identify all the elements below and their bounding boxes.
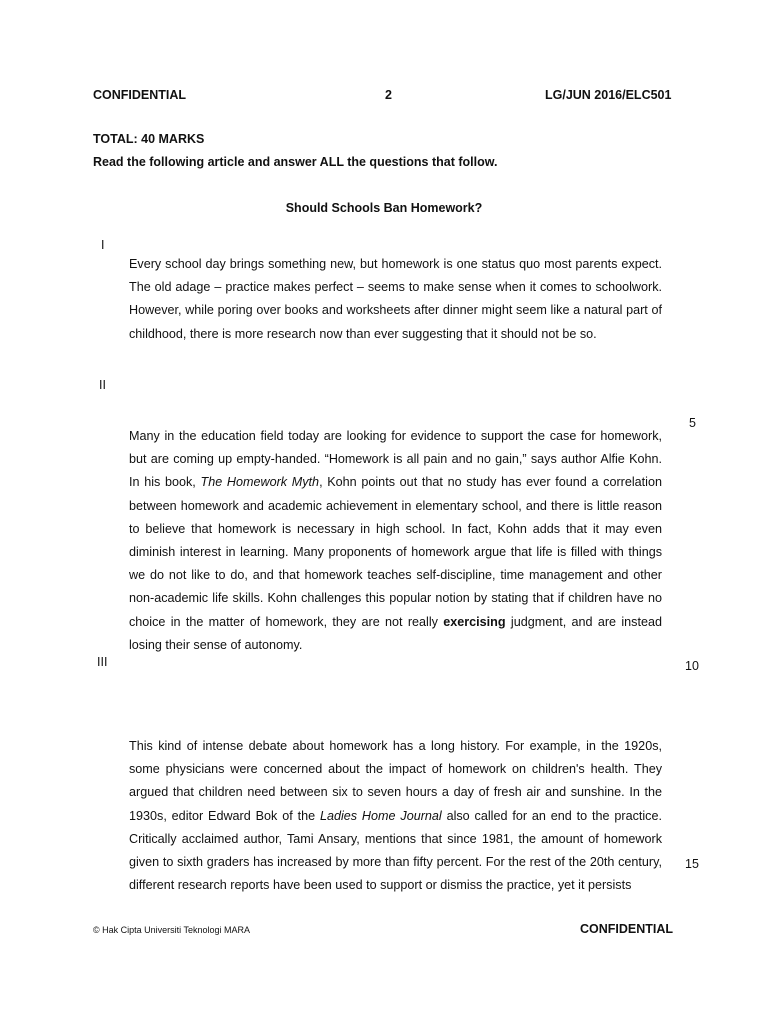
- paragraph-3-part-a: This kind of intense debate about homework has a long history. For example, in the 1920s, some physicians were concerned about the impact of homework on children's health. They argued that children need between six to seven hours a day of fresh air and sunshine. In the 1930s, editor Edward Bok of the: [129, 739, 662, 823]
- footer-confidential: CONFIDENTIAL: [580, 922, 674, 936]
- highlighted-word: exercising: [443, 614, 506, 629]
- paragraph-3: [129, 735, 662, 897]
- paragraph-2-part-b: , Kohn points out that no study has ever found a correlation between homework and academic achievement in elementary school, and there is little reason to believe that homework is necessary in high school. In fact, Kohn adds that it may even diminish interest in learning. Many proponents of homework argue that life is filled with things we do not like to do, and that homework teaches self-discipline, time management and other non-academic life skills. Kohn challenges this popular notion by stating that if children have no choice in the matter of homework, they are not really: [129, 475, 662, 629]
- line-number-15: 15: [685, 857, 699, 871]
- total-marks: TOTAL: 40 MARKS: [93, 132, 205, 146]
- paragraph-1-text: Every school day brings something new, but homework is one status quo most parents expect. The old adage – practice makes perfect – seems to make sense when it comes to schoolwork. However, while poring over books and worksheets after dinner might seem like a natural part of childhood, there is more research now than ever suggesting that it should not be so.: [129, 257, 662, 341]
- line-number-10: 10: [685, 659, 699, 673]
- paragraph-number-3: III: [97, 655, 108, 669]
- article-title: Should Schools Ban Homework?: [285, 201, 483, 215]
- paragraph-1: [129, 253, 662, 346]
- copyright-notice: © Hak Cipta Universiti Teknologi MARA: [93, 925, 251, 935]
- book-title: The Homework Myth: [200, 475, 320, 490]
- paragraph-2: [129, 425, 662, 657]
- instruction: Read the following article and answer ALL the questions that follow.: [93, 155, 498, 169]
- paragraph-3-part-b: also called for an end to the practice. Critically acclaimed author, Tami Ansary, mentions that since 1981, the amount of homework given to sixth graders has increased by more than fifty percent. For the rest of the 20th century, different research reports have been used to support or dismiss the practice, yet it persists: [129, 808, 662, 893]
- paragraph-number-2: II: [99, 378, 106, 392]
- paragraph-2-part-c: judgment, and are instead losing their sense of autonomy.: [129, 614, 662, 652]
- exam-code: LG/JUN 2016/ELC501: [545, 88, 672, 102]
- line-number-5: 5: [689, 416, 696, 430]
- paragraph-number-1: I: [101, 238, 105, 252]
- header-confidential: CONFIDENTIAL: [93, 88, 187, 102]
- page-number: 2: [385, 88, 392, 102]
- paragraph-2-part-a: Many in the education field today are looking for evidence to support the case for homework, but are coming up empty-handed. “Homework is all pain and no gain,” says author Alfie Kohn. In his book,: [129, 429, 662, 490]
- journal-title: Ladies Home Journal: [319, 808, 442, 823]
